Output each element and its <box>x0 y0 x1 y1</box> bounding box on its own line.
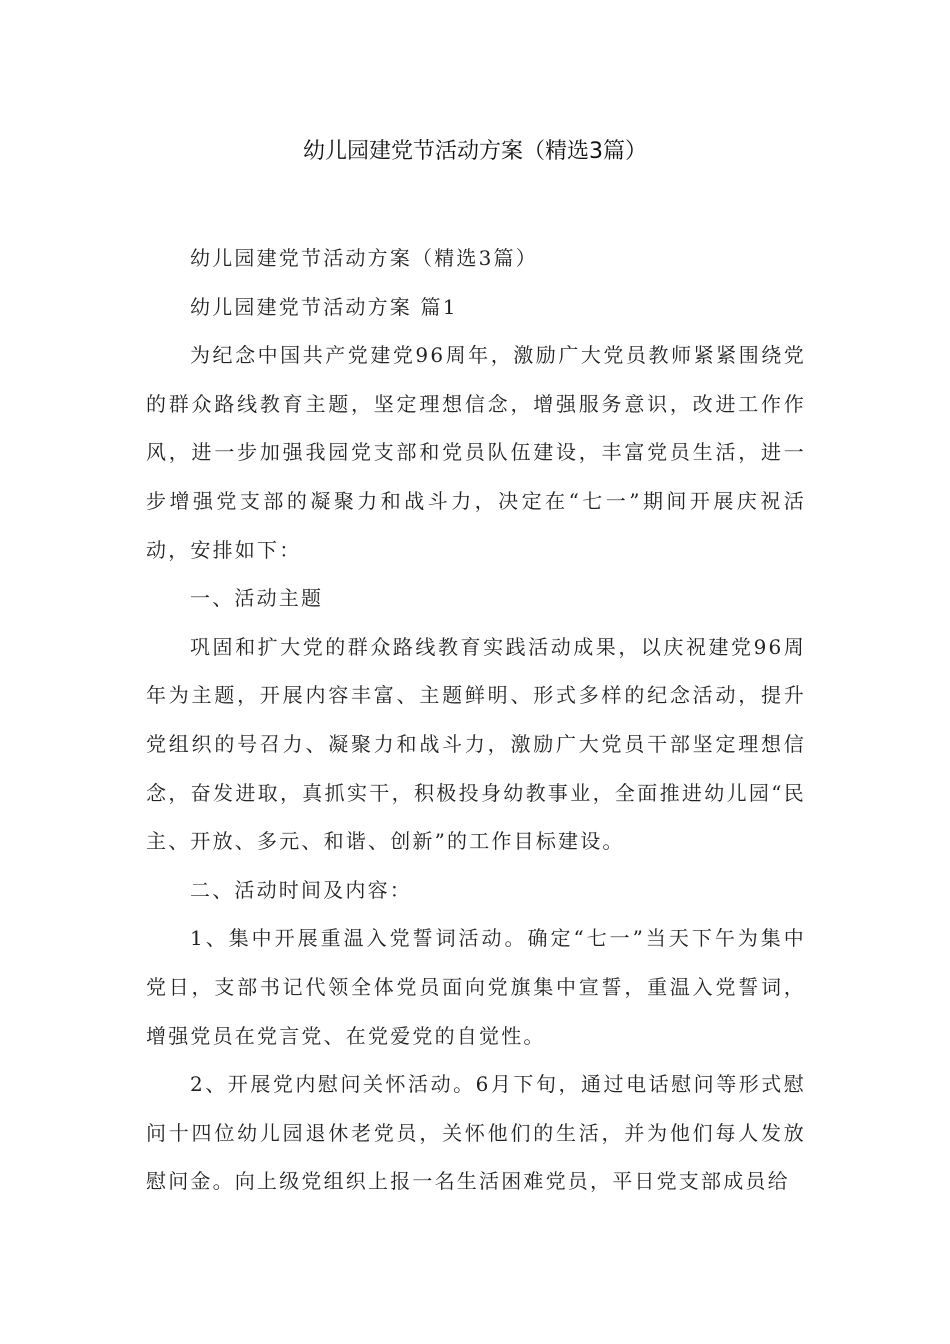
paragraph-heading-theme: 一、活动主题 <box>190 586 324 611</box>
paragraph-theme: 巩固和扩大党的群众路线教育实践活动成果，以庆祝建党96周年为主题，开展内容丰富、主题鲜明、形式多样的纪念活动，提升党组织的号召力、凝聚力和战斗力，激励广大党员干部坚定理想信念，奋发进取，真抓实干，积极投身幼教事业，全面推进幼儿园“民主、开放、多元、和谐、创新”的工作目标建设。 <box>146 634 806 854</box>
paragraph-item-1: 1、集中开展重温入党誓词活动。确定“七一”当天下午为集中党日，支部书记代领全体党员面向党旗集中宣誓，重温入党誓词，增强党员在党言党、在党爱党的自觉性。 <box>146 926 806 1048</box>
document-title: 幼儿园建党节活动方案（精选3篇） <box>303 139 647 164</box>
document-body <box>146 234 806 1206</box>
paragraph-subtitle: 幼儿园建党节活动方案（精选3篇） <box>190 246 538 270</box>
paragraph-item-2: 2、开展党内慰问关怀活动。6月下旬，通过电话慰问等形式慰问十四位幼儿园退休老党员，关怀他们的生活，并为他们每人发放慰问金。向上级党组织上报一名生活困难党员，平日党支部成员给 <box>146 1072 806 1194</box>
paragraph-heading-time: 二、活动时间及内容： <box>190 877 412 902</box>
paragraph-section-title: 幼儿园建党节活动方案 篇1 <box>190 294 458 319</box>
paragraph-intro: 为纪念中国共产党建党96周年，激励广大党员教师紧紧围绕党的群众路线教育主题，坚定理想信念，增强服务意识，改进工作作风，进一步加强我园党支部和党员队伍建设，丰富党员生活，进一步增强党支部的凝聚力和战斗力，决定在“七一”期间开展庆祝活动，安排如下： <box>146 343 806 562</box>
